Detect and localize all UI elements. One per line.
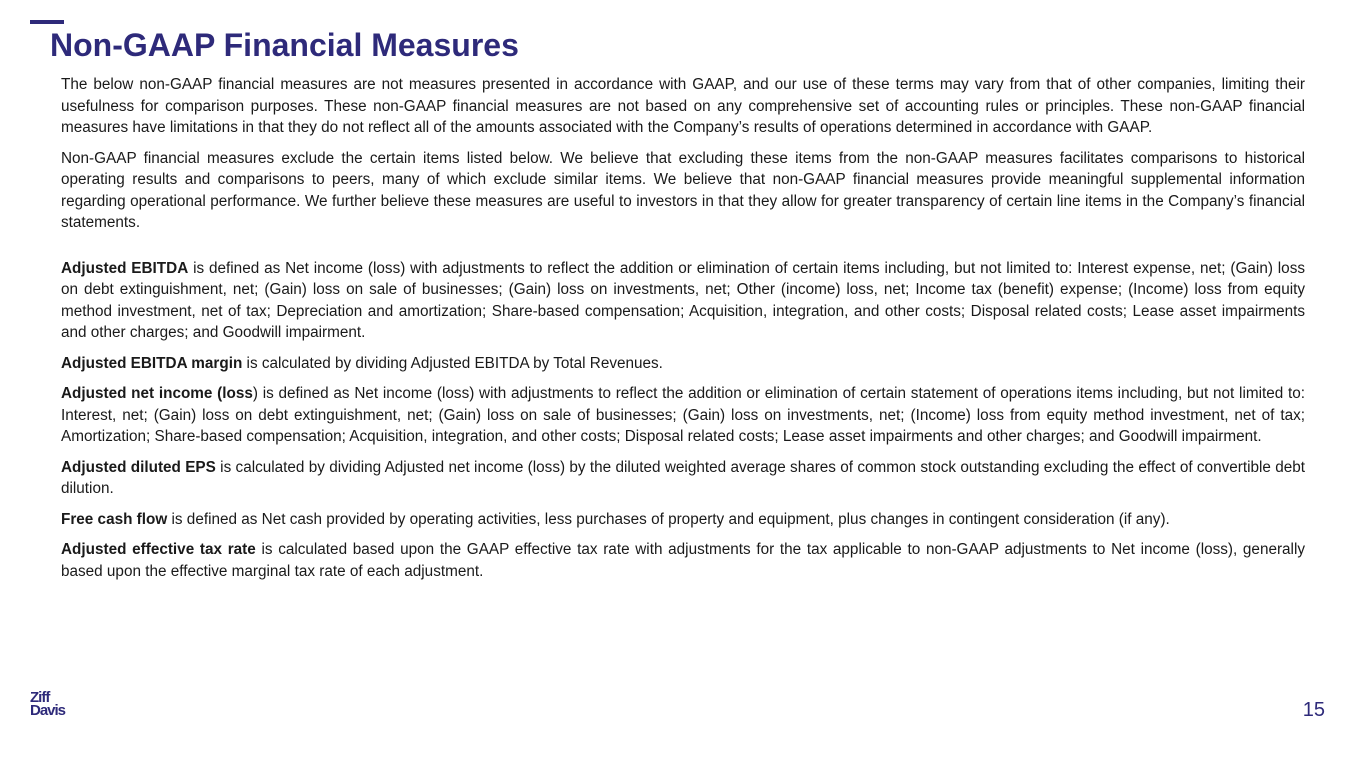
intro-paragraph-1: The below non-GAAP financial measures are not measures presented in accordance with GAAP, and our use of these terms may vary from that of other companies, limiting their usefulness for comparison purposes. These non-GAAP financial measures are not based on any comprehensive set of accounting rules or principles. These non-GAAP financial measures have limitations in that they do not reflect all of the amounts associated with the Company’s results of operations determined in accordance with GAAP. — [61, 76, 1305, 136]
definition-text: is defined as Net income (loss) with adjustments to reflect the addition or elimination of certain items including, but not limited to: Interest expense, net; (Gain) loss on debt extinguishment, net; (Gain) loss on sale of businesses; (Gain) loss on investments, net; Other (income) loss, net; Income tax (benefit) expense; (Income) loss from equity method investment, net of tax; Depreciation and amortization; Share-based compensation; Acquisition, integration, and other costs; Disposal related costs; Lease asset impairments and other charges; and Goodwill impairment. — [61, 259, 1305, 341]
definition-text: is calculated by dividing Adjusted net income (loss) by the diluted weighted average shares of common stock outstanding excluding the effect of convertible debt dilution. — [61, 458, 1305, 497]
definition-term: Adjusted net income (loss — [61, 385, 253, 402]
definition-adjusted-diluted-eps — [61, 457, 1305, 500]
definition-text: is calculated based upon the GAAP effective tax rate with adjustments for the tax applicable to non-GAAP adjustments to Net income (loss), generally based upon the effective marginal tax rate of each adjustment. — [61, 541, 1306, 580]
definition-term: Adjusted EBITDA margin — [61, 354, 243, 372]
definition-term: Adjusted diluted EPS — [61, 458, 216, 476]
page-title: Non-GAAP Financial Measures — [50, 27, 519, 63]
definition-term: Free cash flow — [61, 510, 168, 528]
definition-term: Adjusted EBITDA — [61, 259, 189, 277]
intro-paragraph-2: Non-GAAP financial measures exclude the certain items listed below. We believe that excluding these items from the non-GAAP measures facilitates comparisons to historical operating results and comparisons to peers, many of which exclude similar items. We believe that non-GAAP financial measures provide meaningful supplemental information regarding operational performance. We further believe these measures are useful to investors in that they allow for greater transparency of certain line items in the Company’s financial statements. — [61, 149, 1305, 231]
definition-adjusted-net-income — [61, 383, 1305, 448]
content-body — [61, 74, 1305, 582]
definition-free-cash-flow — [61, 509, 1305, 531]
definition-adjusted-effective-tax-rate — [61, 539, 1305, 582]
ziff-davis-logo — [30, 691, 65, 717]
logo-line-2: Davis — [30, 702, 66, 719]
definition-adjusted-ebitda — [61, 258, 1305, 344]
logo-line-1: Ziff — [30, 689, 50, 706]
definition-adjusted-ebitda-margin — [61, 353, 1305, 375]
page-number: 15 — [1302, 699, 1325, 721]
definition-text: is defined as Net cash provided by operating activities, less purchases of property and equipment, plus changes in contingent consideration (if any). — [167, 510, 1170, 528]
definition-text: is calculated by dividing Adjusted EBITDA by Total Revenues. — [242, 354, 663, 372]
definition-text: ) is defined as Net income (loss) with adjustments to reflect the addition or elimination of certain statement of operations items including, but not limited to: Interest, net; (Gain) loss on debt extinguishment, net; (Gain) loss on sale of businesses; (Gain) loss on investments, net; (Income) loss from equity method investment, net of tax; Amortization; Share-based compensation; Acquisition, integration, and other costs; Disposal related costs; Lease asset impairments and other charges; and Goodwill impairment. — [61, 385, 1306, 445]
definition-term: Adjusted effective tax rate — [61, 541, 256, 558]
